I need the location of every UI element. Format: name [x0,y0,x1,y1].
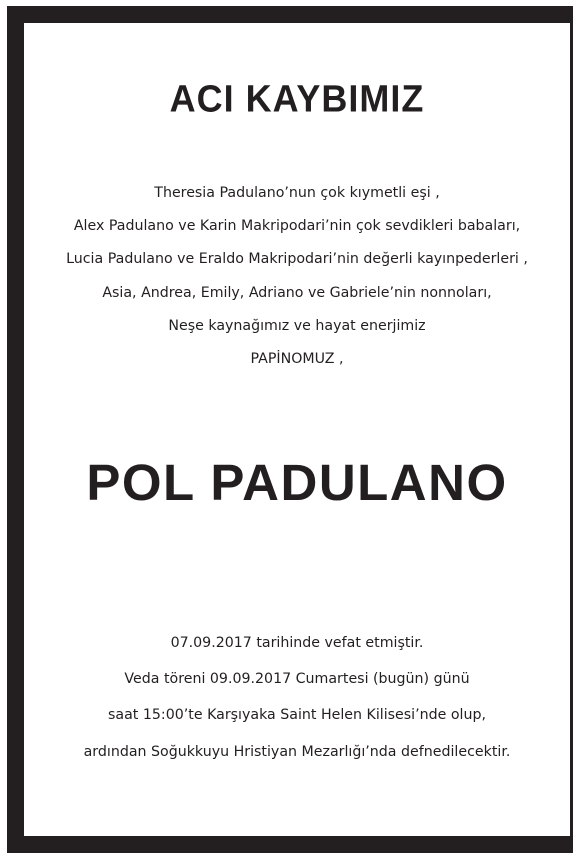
detail-line-ceremony-date: Veda töreni 09.09.2017 Cumartesi (bugün) günü [124,671,470,688]
intro-line-children: Alex Padulano ve Karin Makripodari’nin çok sevdikleri babaları, [73,218,521,235]
intro-line-grandchildren: Asia, Andrea, Emily, Adriano ve Gabriele’nin nonnoları, [102,284,492,301]
intro-block [24,177,570,376]
detail-line-death-date: 07.09.2017 tarihinde vefat etmiştir. [170,635,424,651]
obituary-content [24,23,570,836]
intro-line-spouse: Theresia Padulano’nun çok kıymetli eşi , [154,185,440,201]
intro-line-nickname: PAPİNOMUZ , [250,351,344,368]
intro-line-tribute: Neşe kaynağımız ve hayat enerjimiz [168,317,426,334]
detail-line-ceremony-place: saat 15:00’te Karşıyaka Saint Helen Kilisesi’nde olup, [108,707,486,724]
intro-line-in-laws: Lucia Padulano ve Eraldo Makripodari’nin değerli kayınpederleri , [66,251,528,268]
notice-heading: ACI KAYBIMIZ [169,76,425,120]
detail-line-burial: ardından Soğukkuyu Hristiyan Mezarlığı’nda defnedilecektir. [83,743,511,760]
details-block [24,625,570,770]
deceased-name: POL PADULANO [86,454,508,511]
obituary-frame [7,6,573,853]
